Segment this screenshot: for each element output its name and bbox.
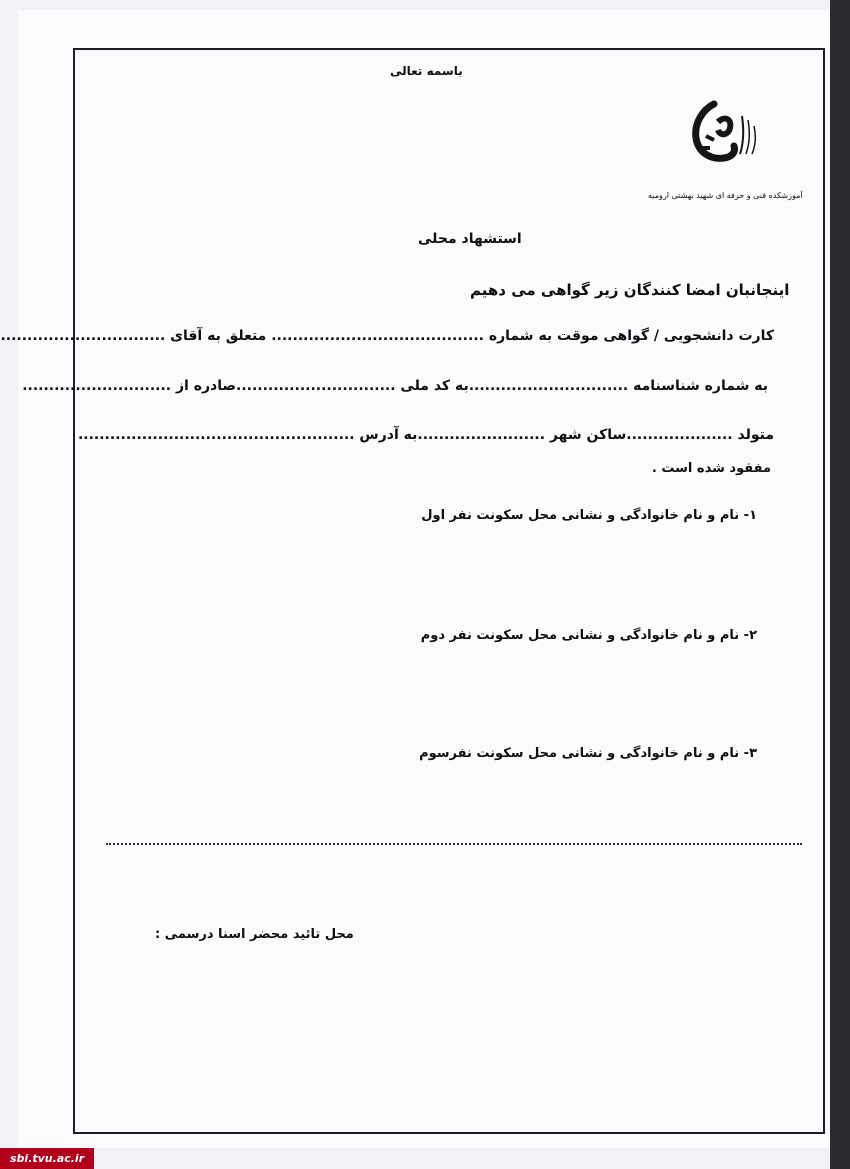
scanner-edge bbox=[830, 0, 850, 1169]
document-title: استشهاد محلی bbox=[418, 231, 522, 247]
lost-statement: مفقود شده است . bbox=[651, 461, 771, 476]
site-watermark: sbi.tvu.ac.ir bbox=[0, 1148, 94, 1169]
witness-3-label: ۳- نام و نام خانوادگی و نشانی محل سکونت نفرسوم bbox=[419, 746, 757, 761]
page-frame bbox=[73, 48, 825, 1134]
witness-1-label: ۱- نام و نام خانوادگی و نشانی محل سکونت نفر اول bbox=[421, 508, 757, 523]
institute-logo bbox=[684, 96, 774, 166]
id-number-line: به شماره شناسنامه ..............................به کد ملی ..............................صادره از ............................ bbox=[22, 378, 768, 394]
basmala-heading: باسمه تعالی bbox=[390, 64, 463, 78]
intro-statement: اینجانبان امضا کنندگان زیر گواهی می دهیم bbox=[470, 281, 790, 299]
witness-2-label: ۲- نام و نام خانوادگی و نشانی محل سکونت نفر دوم bbox=[420, 628, 757, 643]
card-number-line: کارت دانشجویی / گواهی موقت به شماره ........................................ متعلق به آقای ............................... bbox=[0, 328, 774, 344]
institute-name: آموزشکده فنی و حرفه ای شهید بهشتی ارومیه bbox=[648, 191, 803, 200]
document-page bbox=[18, 10, 830, 1148]
notary-confirmation-label: محل تائید محضر اسنا درسمی : bbox=[155, 927, 354, 942]
dotted-divider bbox=[106, 843, 802, 845]
birth-address-line: متولد ....................ساکن شهر ........................به آدرس .................................................... bbox=[77, 427, 774, 443]
